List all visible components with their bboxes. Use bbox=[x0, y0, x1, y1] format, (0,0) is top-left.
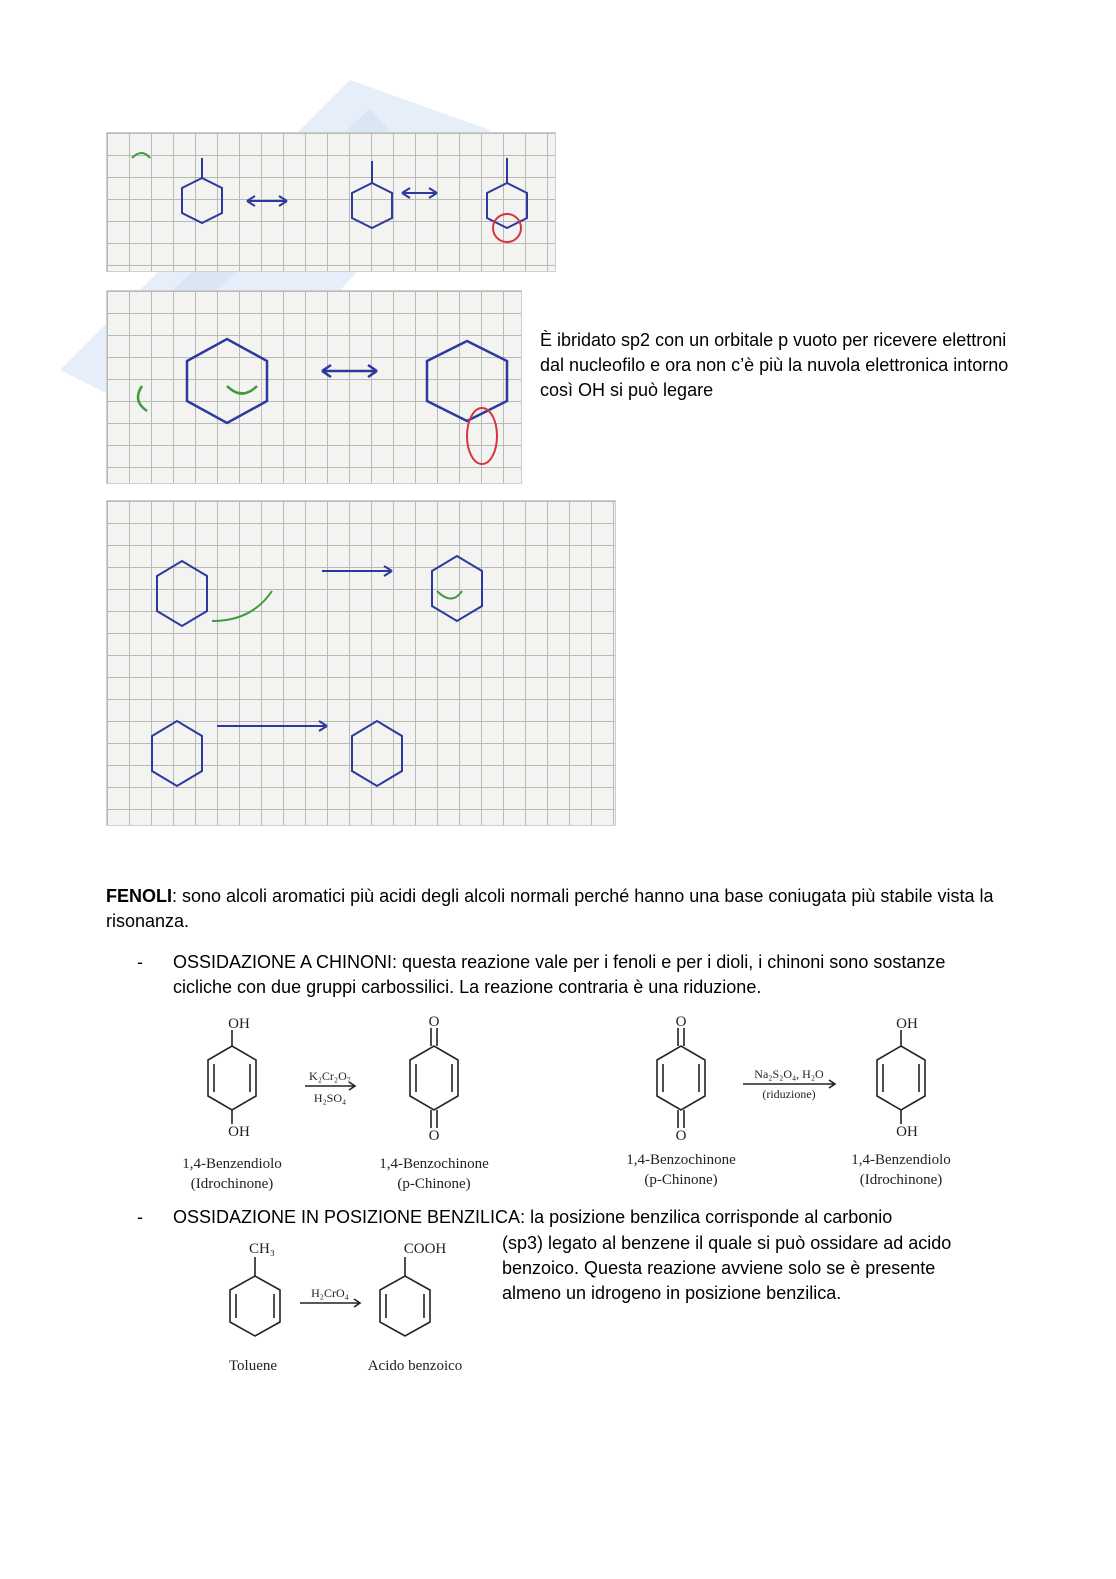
hand1-drawing bbox=[107, 133, 555, 271]
bullet-benzilica bbox=[137, 1205, 1003, 1230]
r1-label-left-2: (Idrochinone) bbox=[190, 1176, 274, 1192]
r2-bottom-oh: OH bbox=[896, 1124, 918, 1140]
r3-reagent: H₂CrO₄ bbox=[311, 1286, 349, 1300]
r1-o-bottom: O bbox=[428, 1128, 440, 1144]
reaction-hydroquinone-to-quinone bbox=[160, 1010, 520, 1195]
bullet-chinoni bbox=[137, 950, 1003, 1000]
r1-top-oh: OH bbox=[228, 1016, 250, 1032]
handwritten-resonance-image-1 bbox=[106, 132, 556, 272]
fenoli-paragraph bbox=[106, 884, 1006, 934]
handwritten-mechanism-image bbox=[106, 500, 616, 826]
r2-top-oh: OH bbox=[896, 1016, 918, 1032]
r2-label-right-2: (Idrochinone) bbox=[859, 1172, 943, 1188]
r1-bottom-oh: OH bbox=[228, 1124, 250, 1140]
fenoli-text: : sono alcoli aromatici più acidi degli alcoli normali perché hanno una base coniugata più stabile vista la risonanza. bbox=[106, 886, 994, 931]
bullet-benzilica-continuation: (sp3) legato al benzene il quale si può ossidare ad acido benzoico. Questa reazione avviene solo se è presente almeno un idrogeno in posizione benzilica. bbox=[502, 1233, 952, 1303]
r1-reagent-top: K₂Cr₂O₇ bbox=[309, 1069, 351, 1083]
r2-label-left-1: 1,4-Benzochinone bbox=[626, 1152, 736, 1168]
r1-label-right-2: (p-Chinone) bbox=[397, 1176, 471, 1192]
r2-label-left-2: (p-Chinone) bbox=[644, 1172, 718, 1188]
hand2-drawing bbox=[107, 291, 521, 483]
r1-label-right-1: 1,4-Benzochinone bbox=[379, 1156, 489, 1172]
r2-reagent-top: Na₂S₂O₄, H₂O bbox=[754, 1067, 824, 1081]
fenoli-title: FENOLI bbox=[106, 886, 172, 906]
side-note: È ibridato sp2 con un orbitale p vuoto per ricevere elettroni dal nucleofilo e ora non c’è più la nuvola elettronica intorno così OH si può legare bbox=[540, 330, 1009, 400]
r3-ch3: CH₃ bbox=[248, 1241, 276, 1257]
bullet-dash: - bbox=[137, 952, 143, 972]
bullet-chinoni-text: OSSIDAZIONE A CHINONI: questa reazione vale per i fenoli e per i dioli, i chinoni sono sostanze cicliche con due gruppi carbossilici. La reazione contraria è una riduzione. bbox=[173, 952, 946, 997]
r1-label-left-1: 1,4-Benzendiolo bbox=[182, 1156, 282, 1172]
r3-label-left: Toluene bbox=[228, 1358, 278, 1374]
r2-label-right-1: 1,4-Benzendiolo bbox=[851, 1152, 951, 1168]
reaction-toluene-to-benzoic-acid bbox=[205, 1235, 495, 1380]
r2-o-bottom: O bbox=[675, 1128, 687, 1144]
r2-o-top: O bbox=[675, 1014, 687, 1030]
bullet-benzilica-text: OSSIDAZIONE IN POSIZIONE BENZILICA: la posizione benzilica corrisponde al carbonio bbox=[173, 1207, 893, 1227]
r1-reagent-bottom: H₂SO₄ bbox=[313, 1091, 347, 1105]
r3-cooh: COOH bbox=[403, 1241, 447, 1257]
bullet-dash-2: - bbox=[137, 1207, 143, 1227]
handwritten-resonance-image-2 bbox=[106, 290, 522, 484]
reaction-quinone-to-hydroquinone bbox=[605, 1010, 985, 1195]
hand3-drawing bbox=[107, 501, 615, 825]
r1-o-top: O bbox=[428, 1014, 440, 1030]
r3-label-right: Acido benzoico bbox=[367, 1358, 463, 1374]
r2-reagent-bottom: (riduzione) bbox=[762, 1087, 816, 1101]
